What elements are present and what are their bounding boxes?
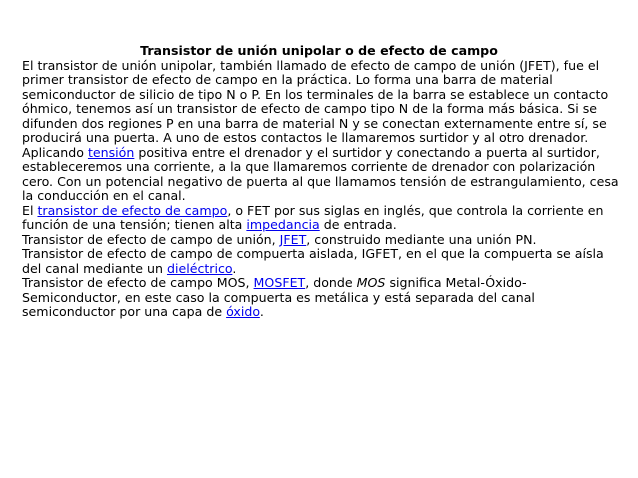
paragraph-text: Transistor de efecto de campo de unión, [22,231,280,247]
paragraph-text: Transistor de efecto de campo MOS, [22,275,254,290]
paragraph-mosfet [22,276,620,320]
paragraph-igfet [22,247,620,276]
paragraph-text: , o FET por sus siglas en inglés, que controla la corriente en función de una tensión; tienen alta [22,202,604,232]
paragraph-text: . [232,260,237,276]
paragraph-emphasis: MOS [356,275,386,290]
paragraph-text: . [259,304,264,319]
paragraph-text: de entrada. [319,217,397,232]
paragraph-text: , donde [305,275,357,290]
link-tension[interactable]: tensión [87,144,135,160]
link-dielectrico[interactable]: dieléctrico [166,260,233,276]
paragraph-text: positiva entre el drenador y el surtidor y conectando a puerta al surtidor, estableceremos una corriente, a la que llamaremos corriente de drenador con polarización cero. Con un potencial negativo de puerta al que llamamos tensión de estrangulamiento, cesa la conducción en el canal. [22,144,619,203]
link-impedancia[interactable]: impedancia [246,217,320,232]
link-jfet[interactable]: JFET [279,231,307,247]
paragraph-jfet [22,233,620,248]
paragraph-text: significa Metal-Óxido-Semiconductor, en este caso la compuerta es metálica y está separada del canal semiconductor por una capa de [22,275,535,319]
slide-title: Transistor de unión unipolar o de efecto de campo [140,43,498,58]
paragraph-text: , construido mediante una unión PN. [306,231,537,247]
paragraph-jfet-description [22,59,620,204]
link-oxido[interactable]: óxido [226,304,260,319]
paragraph-text: El [22,202,38,218]
link-mosfet[interactable]: MOSFET [253,275,306,290]
paragraph-text: El transistor de unión unipolar, también llamado de efecto de campo de unión (JFET), fue el primer transistor de efecto de campo en la práctica. Lo forma una barra de material semiconductor de silicio de tipo N o P. En los terminales de la barra se establece un contacto óhmico, tenemos así un transistor de efecto de campo tipo N de la forma más básica. Si se difunden dos regiones P en una barra de material N y se conectan externamente entre sí, se producirá una puerta. A uno de estos contactos le llamaremos surtidor y al otro drenador. Aplicando [22,57,609,160]
paragraph-text: Transistor de efecto de campo de compuerta aislada, IGFET, en el que la compuerta se aísla del canal mediante un [22,246,604,276]
link-transistor-efecto-campo[interactable]: transistor de efecto de campo [37,202,228,218]
paragraph-fet-definition [22,204,620,233]
